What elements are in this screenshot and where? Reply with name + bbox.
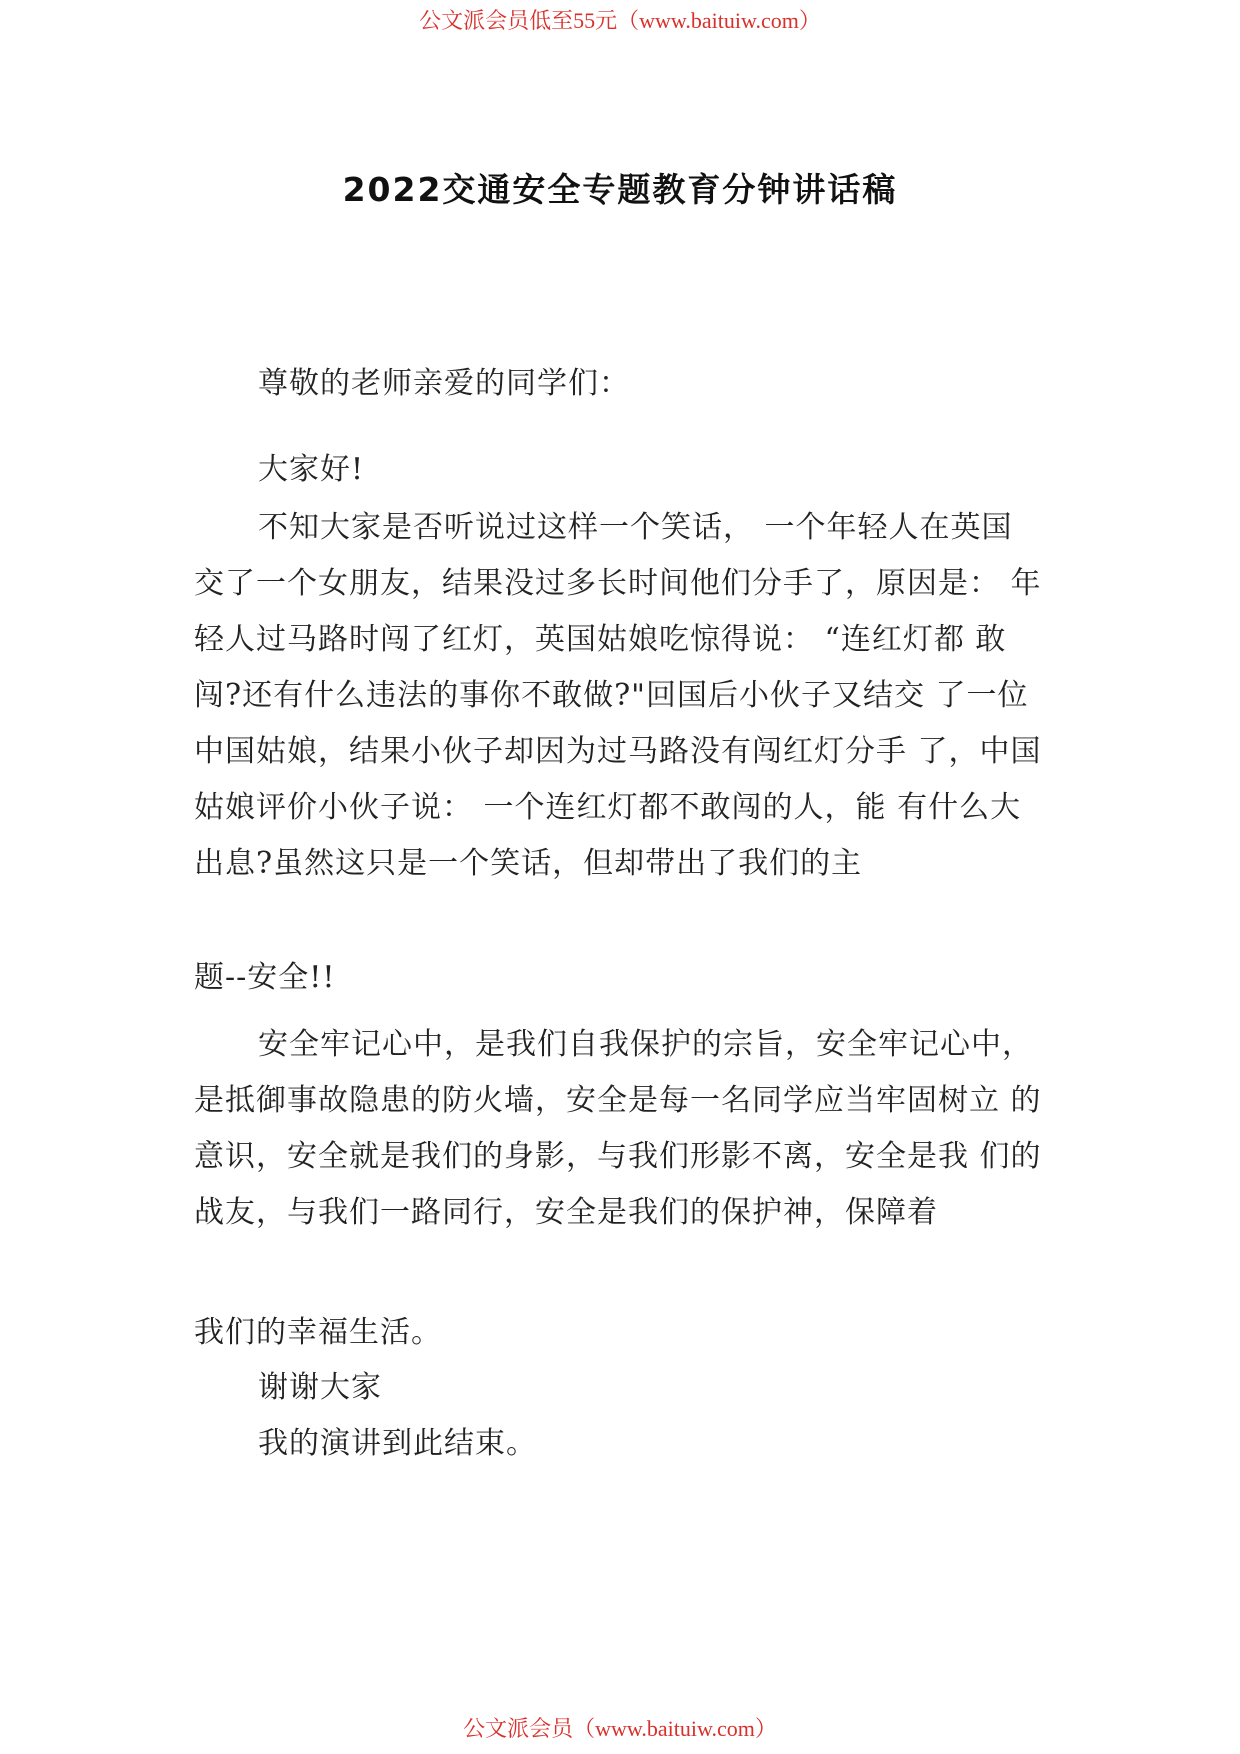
header-watermark: 公文派会员低至55元（www.baituiw.com） bbox=[419, 8, 821, 33]
paragraph-hello: 大家好! bbox=[258, 452, 365, 487]
document-title: 2022交通安全专题教育分钟讲话稿 bbox=[342, 170, 898, 209]
paragraph-safety: 安全牢记心中，是我们自我保护的宗旨，安全牢记心中， 是抵御事故隐患的防火墙，安全是每一名同学应当牢固树立 的意识，安全就是我们的身影，与我们形影不离，安全是我 们的战友，与我们一路同行，安全是我们的保护神，保障着 bbox=[194, 1027, 1042, 1230]
paragraph-end: 我的演讲到此结束。 bbox=[258, 1426, 537, 1461]
paragraph-life: 我们的幸福生活。 bbox=[194, 1315, 442, 1350]
paragraph-thanks: 谢谢大家 bbox=[258, 1370, 382, 1405]
paragraph-theme: 题--安全!! bbox=[194, 960, 336, 995]
paragraph-greeting: 尊敬的老师亲爱的同学们： bbox=[258, 366, 630, 401]
footer-watermark: 公文派会员（www.baituiw.com） bbox=[463, 1716, 777, 1741]
paragraph-story: 不知大家是否听说过这样一个笑话， 一个年轻人在英国 交了一个女朋友，结果没过多长时间他们分手了，原因是： 年轻人过马路时闯了红灯，英国姑娘吃惊得说： “连红灯都 敢闯?还有什么违法的事你不敢做?"回国后小伙子又结交 了一位中国姑娘，结果小伙子却因为过马路没有闯红灯分手 了，中国姑娘评价小伙子说： 一个连红灯都不敢闯的人，能 有什么大出息?虽然这只是一个笑话，但却带出了我们的主 bbox=[194, 510, 1042, 881]
